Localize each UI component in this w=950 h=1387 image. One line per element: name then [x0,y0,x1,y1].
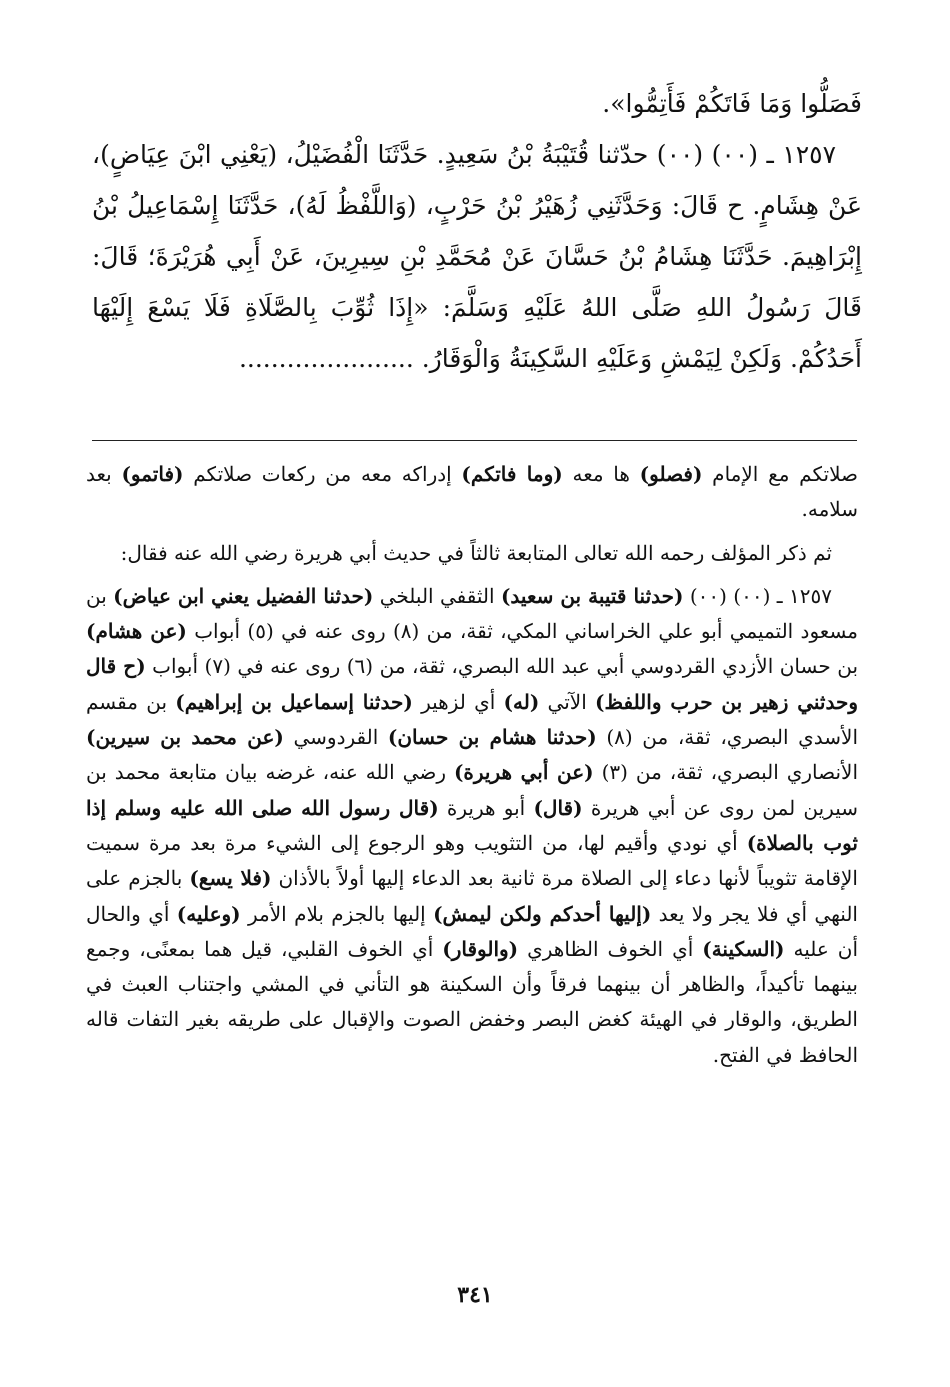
text-run: رضي الله عنه، غرضه بيان متابعة محمد بن سيرين لمن روى عن أبي هريرة [86,760,859,820]
hadith-text-block [92,78,862,384]
hadith-1257: ١٢٥٧ ـ (٠٠) (٠٠) حدّثنا قُتَيْبَةُ بْنُ سَعِيدٍ. حَدَّثَنَا الْفُضَيْلُ، (يَعْنِي ابْنَ عِيَاضٍ)، عَنْ هِشَامٍ. ح قَالَ: وَحَدَّثَنِي زُهَيْرُ بْنُ حَرْبٍ، (وَاللَّفْظُ لَهُ)، حَدَّثَنَا إِسْمَاعِيلُ بْنُ إِبْرَاهِيمَ. حَدَّثَنَا هِشَامُ بْنُ حَسَّانَ عَنْ مُحَمَّدِ بْنِ سِيرِينَ، عَنْ أَبِي هُرَيْرَةَ؛ قَالَ: قَالَ رَسُولُ اللهِ صَلَّى اللهُ عَلَيْهِ وَسَلَّمَ: «إِذَا ثُوِّبَ بِالصَّلَاةِ فَلَا يَسْعَ إِلَيْهَا أَحَدُكُمْ. وَلَكِنْ لِيَمْشِ وَعَلَيْهِ السَّكِينَةُ وَالْوَقَارُ. ...................... [92,140,862,373]
bold-quote: (حدثنا هشام بن حسان) [387,725,597,750]
text-run: أبو هريرة [438,795,534,820]
text-run: بن مسعود التميمي أبو علي الخراساني المكي، ثقة، من (٨) روى عنه في (٥) أبواب [86,583,858,644]
bold-quote: (عن محمد بن سيرين) [86,725,284,750]
text-run: إليها بالجزم بلام الأمر [240,901,434,926]
commentary-paragraph [86,457,858,528]
text-run: القردوسي [283,725,388,750]
bold-quote: (إليها أحدكم ولكن ليمش) [433,901,652,926]
text-run: إدراكه معه من ركعات صلاتكم [183,462,462,486]
bold-quote: (فلا يسع) [189,866,272,891]
text-run: الآتي [539,689,595,714]
text-run: بالجزم على النهي أي فلا يجر ولا يعد [86,866,858,926]
bold-quote: (فصلو) [639,462,703,486]
bold-quote: (قال) [533,795,583,820]
text-run: ١٢٥٧ ـ (٠٠) (٠٠) [683,583,832,608]
bold-quote: (عن هشام) [86,619,187,644]
text-run: أي والحال أن عليه [86,901,859,961]
bold-quote: (وعليه) [176,901,241,926]
commentary-paragraph [86,536,858,571]
text-run: الثقفي البلخي [373,583,501,608]
text-run: الأنصاري البصري، ثقة، من (٣) [593,760,859,785]
bold-quote: (والوقار) [442,936,519,961]
bold-quote: (حدثنا قتيبة بن سعيد) [500,583,684,608]
bold-quote: (حدثنا الفضيل يعني ابن عياض) [113,583,374,608]
text-run: بن حسان الأزدي القردوسي أبي عبد الله البصري، ثقة، من (٦) روى عنه في (٧) أبواب [145,654,859,679]
bold-quote: (حدثنا إسماعيل بن إبراهيم) [175,689,413,714]
page-number: ٣٤١ [457,1282,493,1308]
text-run: ثم ذكر المؤلف رحمه الله تعالى المتابعة ثالثاً في حديث أبي هريرة رضي الله عنه فقال: [120,540,832,565]
commentary-paragraph [86,579,858,1073]
text-run: صلاتكم مع الإمام [702,462,858,486]
text-run: بن مقسم الأسدي البصري، ثقة، من (٨) [86,689,858,750]
text-run: أي نودي وأقيم لها، من التثويب وهو الرجوع إلى الشيء مرة بعد مرة سميت الإقامة تثويباً لأنها دعاء إلى الصلاة مرة ثانية بعد الدعاء إليها أولاً بالأذان [86,830,858,891]
bold-quote: (وما فاتكم) [461,462,563,486]
text-run: ها معه [562,462,640,486]
bold-quote: (السكينة) [702,936,785,961]
commentary-block [86,457,858,1081]
bold-quote: (له) [503,689,540,714]
text-run: أي الخوف الظاهري [518,936,703,961]
bold-quote: (قال رسول الله صلى الله عليه وسلم إذا ثوب بالصلاة) [86,795,859,855]
text-run: بعد سلامه. [86,462,858,522]
footnote-divider [92,440,857,441]
bold-quote: (عن أبي هريرة) [453,760,594,785]
text-run: أي لزهير [412,689,504,714]
bold-quote: (فاتمو) [121,462,184,486]
text-run: أي الخوف القلبي، قيل هما بمعنًى، وجمع بينهما تأكيداً، والظاهر أن بينهما فرقاً وأن السكينة هو التأني في المشي واجتناب العبث في الطريق، والوقار في الهيئة كغض البصر وخفض الصوت والإقبال على طريقه بغير التفات قاله الحافظ في الفتح. [86,936,858,1067]
bold-quote: (ح قال وحدثني زهير بن حرب واللفظ) [86,654,859,714]
matn-continuation: فَصَلُّوا وَمَا فَاتَكُمْ فَأَتِمُّوا». [602,89,862,118]
